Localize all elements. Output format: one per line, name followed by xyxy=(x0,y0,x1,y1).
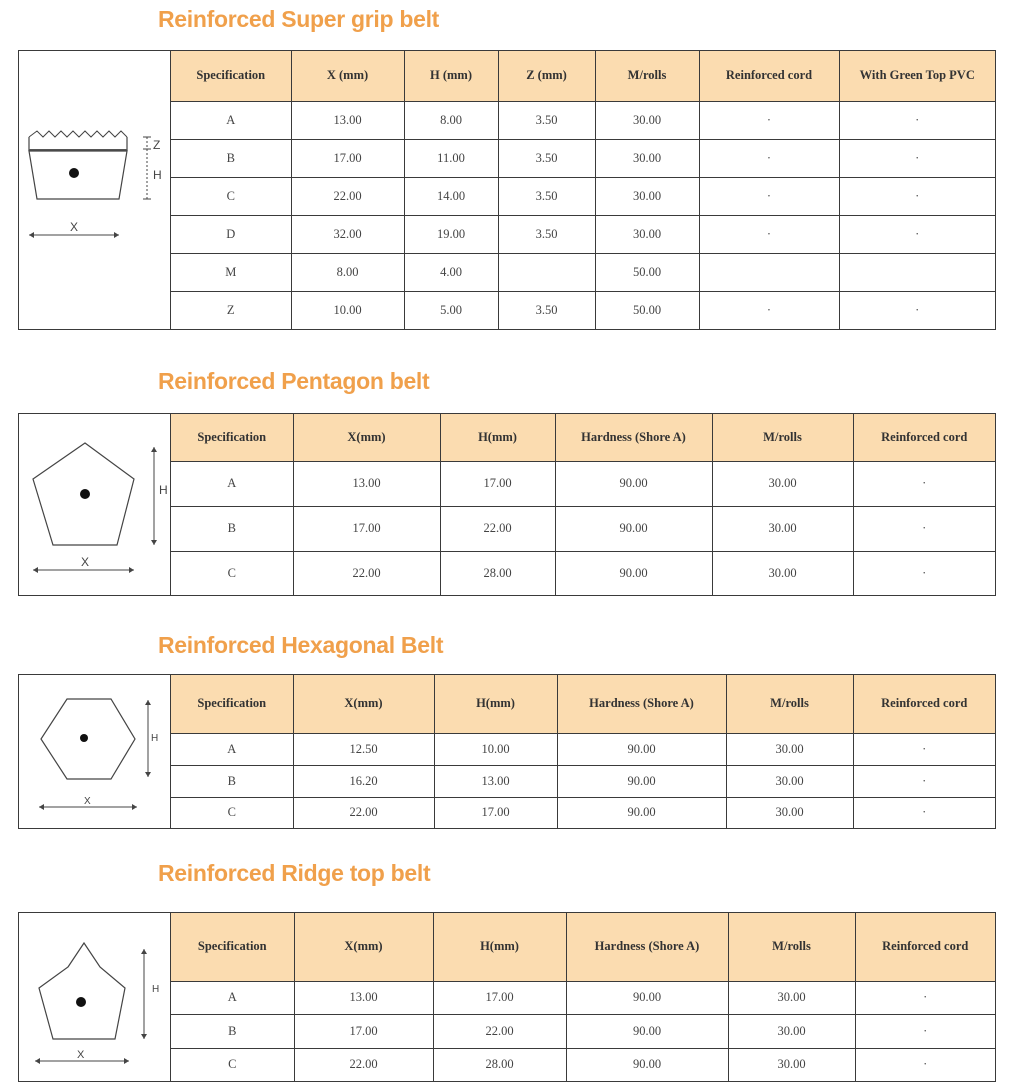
cell: A xyxy=(171,733,293,765)
cell: 17.00 xyxy=(293,506,440,551)
cell: 11.00 xyxy=(404,139,498,177)
cell: 8.00 xyxy=(404,101,498,139)
cell: · xyxy=(855,1015,995,1049)
cell: C xyxy=(171,797,293,828)
pentagon-diagram xyxy=(19,414,171,595)
cell: 17.00 xyxy=(440,461,555,506)
pentagon-block xyxy=(18,413,996,596)
cell: 30.00 xyxy=(595,216,699,254)
column-header: With Green Top PVC xyxy=(839,51,995,101)
table-header-row xyxy=(171,51,995,101)
table-row xyxy=(171,292,995,329)
table-row xyxy=(171,461,995,506)
hexagonal-table xyxy=(171,675,995,828)
table-row xyxy=(171,254,995,292)
cell xyxy=(699,254,839,292)
cell: B xyxy=(171,139,291,177)
table-row xyxy=(171,765,995,797)
super-grip-diagram xyxy=(19,51,171,329)
column-header: Reinforced cord xyxy=(853,414,995,461)
cell: 8.00 xyxy=(291,254,404,292)
h-label: H xyxy=(153,168,162,182)
column-header: Hardness (Shore A) xyxy=(555,414,712,461)
section-title-pentagon: Reinforced Pentagon belt xyxy=(158,368,430,394)
cell: 90.00 xyxy=(557,733,726,765)
cell: 30.00 xyxy=(728,1015,855,1049)
column-header: H(mm) xyxy=(440,414,555,461)
cell: 90.00 xyxy=(557,765,726,797)
cell: C xyxy=(171,551,293,595)
cell: 22.00 xyxy=(433,1015,566,1049)
cell: 17.00 xyxy=(433,981,566,1015)
cell: 13.00 xyxy=(291,101,404,139)
cell: · xyxy=(699,177,839,215)
cell: · xyxy=(853,461,995,506)
cell: 3.50 xyxy=(498,177,595,215)
column-header: X(mm) xyxy=(293,675,434,733)
table-row xyxy=(171,797,995,828)
cell: · xyxy=(853,765,995,797)
section-title-super-grip: Reinforced Super grip belt xyxy=(158,6,440,32)
cell: 16.20 xyxy=(293,765,434,797)
cell: 3.50 xyxy=(498,139,595,177)
cell: 30.00 xyxy=(595,177,699,215)
cell: · xyxy=(853,797,995,828)
cell: · xyxy=(839,216,995,254)
cell: C xyxy=(171,177,291,215)
column-header: Reinforced cord xyxy=(855,913,995,981)
cell: · xyxy=(853,733,995,765)
hexagonal-belt-icon xyxy=(19,675,170,828)
column-header: Specification xyxy=(171,675,293,733)
cell: · xyxy=(839,292,995,329)
cell: 19.00 xyxy=(404,216,498,254)
cell: 50.00 xyxy=(595,254,699,292)
column-header: M/rolls xyxy=(712,414,853,461)
cell: 30.00 xyxy=(595,101,699,139)
cell: 12.50 xyxy=(293,733,434,765)
column-header: Hardness (Shore A) xyxy=(566,913,728,981)
cell: 30.00 xyxy=(712,551,853,595)
cell: 22.00 xyxy=(294,1048,433,1081)
cell: B xyxy=(171,1015,294,1049)
table-row xyxy=(171,551,995,595)
cell: 30.00 xyxy=(726,765,853,797)
cell: 90.00 xyxy=(555,461,712,506)
column-header: H(mm) xyxy=(434,675,557,733)
cell: C xyxy=(171,1048,294,1081)
cell: 28.00 xyxy=(440,551,555,595)
cell: A xyxy=(171,101,291,139)
pentagon-table xyxy=(171,414,995,595)
cell xyxy=(498,254,595,292)
column-header: Reinforced cord xyxy=(699,51,839,101)
cell: · xyxy=(855,1048,995,1081)
z-label: Z xyxy=(153,138,161,152)
cell: 90.00 xyxy=(555,551,712,595)
cell: 3.50 xyxy=(498,216,595,254)
cell: · xyxy=(839,139,995,177)
cell: 32.00 xyxy=(291,216,404,254)
hexagonal-diagram xyxy=(19,675,171,828)
cell: 22.00 xyxy=(440,506,555,551)
cell: 30.00 xyxy=(728,1048,855,1081)
cell: 30.00 xyxy=(595,139,699,177)
cell: B xyxy=(171,506,293,551)
table-row xyxy=(171,1048,995,1081)
cell: 30.00 xyxy=(726,733,853,765)
x-label: X xyxy=(77,1049,85,1061)
cell: 22.00 xyxy=(293,551,440,595)
cell: 13.00 xyxy=(294,981,433,1015)
cell: 13.00 xyxy=(293,461,440,506)
table-row xyxy=(171,177,995,215)
table-row xyxy=(171,216,995,254)
cell: 3.50 xyxy=(498,292,595,329)
hexagonal-block xyxy=(18,674,996,829)
table-row xyxy=(171,139,995,177)
super-grip-block xyxy=(18,50,996,330)
table-row xyxy=(171,101,995,139)
super-grip-belt-icon xyxy=(19,51,170,329)
column-header: X (mm) xyxy=(291,51,404,101)
table-row xyxy=(171,1015,995,1049)
column-header: Specification xyxy=(171,913,294,981)
column-header: M/rolls xyxy=(726,675,853,733)
cell: · xyxy=(699,139,839,177)
section-title-hexagonal: Reinforced Hexagonal Belt xyxy=(158,632,444,658)
table-row xyxy=(171,981,995,1015)
cell: 4.00 xyxy=(404,254,498,292)
cell: Z xyxy=(171,292,291,329)
cell: · xyxy=(699,101,839,139)
cell: 17.00 xyxy=(294,1015,433,1049)
cell: B xyxy=(171,765,293,797)
cell: 22.00 xyxy=(293,797,434,828)
cell: 17.00 xyxy=(291,139,404,177)
cell: A xyxy=(171,461,293,506)
column-header: Reinforced cord xyxy=(853,675,995,733)
column-header: Z (mm) xyxy=(498,51,595,101)
column-header: Hardness (Shore A) xyxy=(557,675,726,733)
x-label: X xyxy=(84,796,91,807)
cell: 30.00 xyxy=(712,461,853,506)
table-header-row xyxy=(171,913,995,981)
cell: 3.50 xyxy=(498,101,595,139)
cell: · xyxy=(839,177,995,215)
section-title-ridge-top: Reinforced Ridge top belt xyxy=(158,860,431,886)
table-row xyxy=(171,733,995,765)
cell: · xyxy=(699,292,839,329)
h-label: H xyxy=(152,984,160,995)
cell: 90.00 xyxy=(555,506,712,551)
ridge-top-belt-icon xyxy=(19,913,170,1081)
super-grip-table xyxy=(171,51,995,329)
cell: 17.00 xyxy=(434,797,557,828)
cell: 30.00 xyxy=(728,981,855,1015)
x-label: X xyxy=(70,220,79,234)
table-header-row xyxy=(171,414,995,461)
column-header: Specification xyxy=(171,414,293,461)
ridge-top-table xyxy=(171,913,995,1081)
cell: 30.00 xyxy=(726,797,853,828)
ridge-top-block xyxy=(18,912,996,1082)
cell xyxy=(839,254,995,292)
table-header-row xyxy=(171,675,995,733)
cell: · xyxy=(853,551,995,595)
cell: 14.00 xyxy=(404,177,498,215)
cell: 90.00 xyxy=(566,981,728,1015)
cell: 13.00 xyxy=(434,765,557,797)
column-header: X(mm) xyxy=(294,913,433,981)
pentagon-belt-icon xyxy=(19,414,170,595)
cell: 30.00 xyxy=(712,506,853,551)
h-label: H xyxy=(151,733,159,744)
cell: M xyxy=(171,254,291,292)
table-row xyxy=(171,506,995,551)
cell: A xyxy=(171,981,294,1015)
cell: 10.00 xyxy=(434,733,557,765)
h-label: H xyxy=(159,483,168,497)
cell: 28.00 xyxy=(433,1048,566,1081)
cell: 5.00 xyxy=(404,292,498,329)
column-header: M/rolls xyxy=(728,913,855,981)
ridge-top-diagram xyxy=(19,913,171,1081)
cell: D xyxy=(171,216,291,254)
cell: 10.00 xyxy=(291,292,404,329)
cell: · xyxy=(853,506,995,551)
column-header: Specification xyxy=(171,51,291,101)
cell: 90.00 xyxy=(566,1048,728,1081)
column-header: M/rolls xyxy=(595,51,699,101)
x-label: X xyxy=(81,555,90,569)
cell: 90.00 xyxy=(566,1015,728,1049)
cell: · xyxy=(855,981,995,1015)
cell: 22.00 xyxy=(291,177,404,215)
cell: 90.00 xyxy=(557,797,726,828)
cell: 50.00 xyxy=(595,292,699,329)
column-header: H (mm) xyxy=(404,51,498,101)
column-header: X(mm) xyxy=(293,414,440,461)
column-header: H(mm) xyxy=(433,913,566,981)
cell: · xyxy=(839,101,995,139)
cell: · xyxy=(699,216,839,254)
